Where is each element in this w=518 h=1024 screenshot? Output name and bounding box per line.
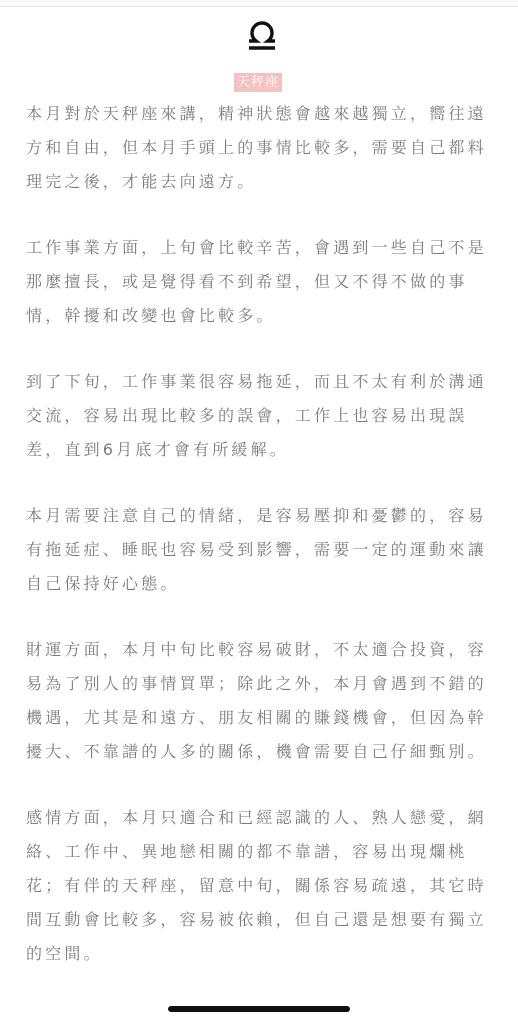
paragraph-career-early: 工作事業方面，上旬會比較辛苦，會遇到一些自己不是那麼擅長，或是覺得看不到希望，但又不得不做的事情，幹擾和改變也會比較多。 bbox=[26, 238, 487, 325]
zodiac-badge: 天秤座 bbox=[234, 73, 282, 92]
top-edge bbox=[0, 0, 518, 7]
paragraph-overview: 本月對於天秤座來講，精神狀態會越來越獨立，嚮往遠方和自由，但本月手頭上的事情比較多，需要自己都料理完之後，才能去向遠方。 bbox=[26, 104, 487, 191]
paragraph-career-late: 到了下旬，工作事業很容易拖延，而且不太有利於溝通交流，容易出現比較多的誤會，工作上也容易出現誤差，直到6月底才會有所緩解。 bbox=[26, 372, 487, 459]
libra-symbol-icon bbox=[246, 18, 278, 52]
home-indicator[interactable] bbox=[168, 1006, 350, 1012]
article-body bbox=[26, 97, 502, 1003]
paragraph-finance: 財運方面，本月中旬比較容易破財，不太適合投資，容易為了別人的事情買單；除此之外，本月會遇到不錯的機遇，尤其是和遠方、朋友相關的賺錢機會，但因為幹擾大、不靠譜的人多的關係，機會需要自己仔細甄別。 bbox=[26, 640, 487, 761]
paragraph-love: 感情方面，本月只適合和已經認識的人、熟人戀愛，網絡、工作中、異地戀相關的都不靠譜，容易出現爛桃花；有伴的天秤座，留意中旬，關係容易疏遠，其它時間互動會比較多，容易被依賴，但自己還是想要有獨立的空間。 bbox=[26, 808, 487, 963]
paragraph-emotion: 本月需要注意自己的情緒，是容易壓抑和憂鬱的，容易有拖延症、睡眠也容易受到影響，需要一定的運動來讓自己保持好心態。 bbox=[26, 506, 487, 593]
